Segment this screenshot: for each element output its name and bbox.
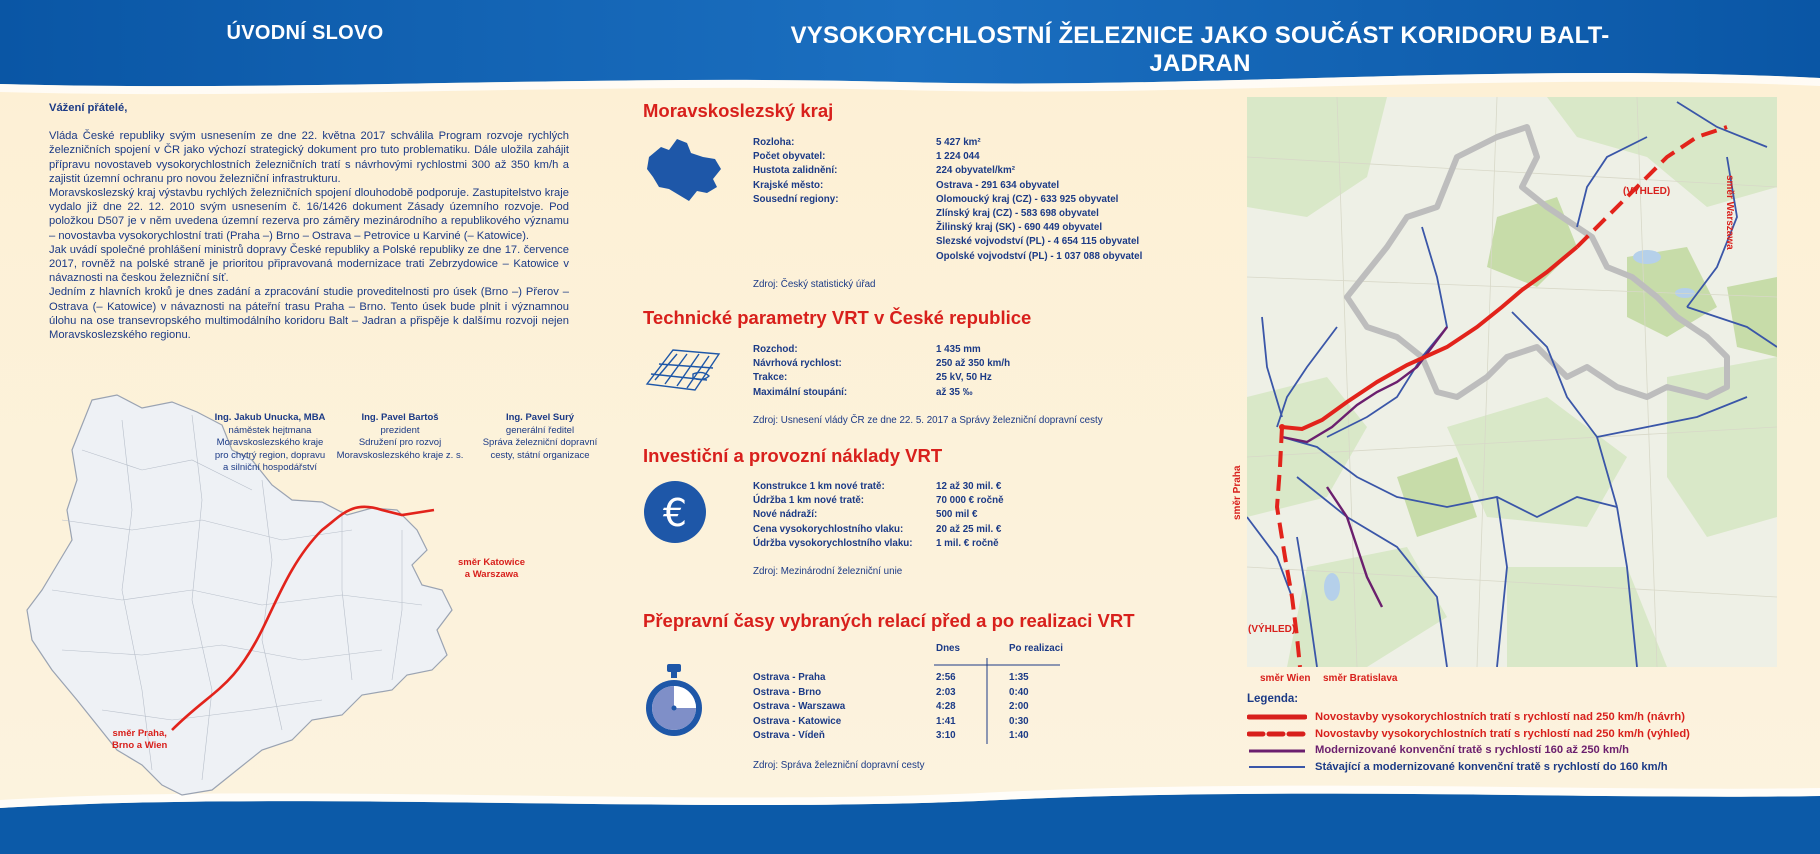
map-dir-bratislava: směr Bratislava bbox=[1323, 673, 1398, 684]
svg-text:€: € bbox=[662, 491, 688, 535]
rail-track-icon bbox=[643, 344, 723, 394]
times-table: Ostrava - Praha 2:56 1:35 Ostrava - Brno 2:03 0:40 Ostrava - Warszawa 4:28 2:00 Ostrava - Katowice 1:41 0:30 Ostrava - Vídeň 3:10 1:40 bbox=[753, 672, 1029, 742]
legend-swatch bbox=[1247, 743, 1307, 759]
times-col-now: Dnes bbox=[936, 643, 960, 654]
legend bbox=[1247, 709, 1690, 776]
intro-letter bbox=[49, 101, 569, 342]
costs-source: Zdroj: Mezinárodní železniční unie bbox=[753, 566, 903, 577]
region-source: Zdroj: Český statistický úřad bbox=[753, 279, 876, 290]
map-vyhled-bottom: (VÝHLED) bbox=[1248, 624, 1296, 635]
legend-title: Legenda: bbox=[1247, 693, 1299, 705]
legend-swatch bbox=[1247, 759, 1307, 775]
region-title: Moravskoslezský kraj bbox=[643, 100, 834, 121]
legend-item: Stávající a modernizované konvenční tratě s rychlostí do 160 km/h bbox=[1247, 759, 1690, 776]
legend-swatch bbox=[1247, 709, 1307, 725]
header-left-title: ÚVODNÍ SLOVO bbox=[226, 22, 384, 44]
legend-swatch bbox=[1247, 726, 1307, 742]
intro-paragraph: Jak uvádí společné prohlášení ministrů dopravy České republiky a Polské republiky ze dne 17. července 2017, rovněž na polské straně je prioritou připravovaná modernizace trati Zebrzydowice – Katowice v návaznosti na českou železniční síť. bbox=[49, 243, 569, 285]
stopwatch-icon bbox=[643, 662, 705, 740]
legend-item: Modernizované konvenční tratě s rychlostí 160 až 250 km/h bbox=[1247, 742, 1690, 759]
railway-map bbox=[1247, 97, 1777, 667]
times-col-after: Po realizaci bbox=[1009, 643, 1063, 654]
tech-title: Technické parametry VRT v České republice bbox=[643, 307, 1032, 328]
map-dir-wien: směr Wien bbox=[1260, 673, 1311, 684]
legend-item: Novostavby vysokorychlostních tratí s rychlostí nad 250 km/h (návrh) bbox=[1247, 709, 1690, 726]
greeting: Vážení přátelé, bbox=[49, 102, 128, 114]
map-label-katowice: směr Katowice a Warszawa bbox=[458, 557, 526, 580]
map-dir-warszawa: směr Warszawa bbox=[1724, 175, 1735, 250]
intro-paragraph: Jedním z hlavních kroků je dnes zadání a zpracování studie proveditelnosti pro úsek (Brno –) Přerov – Ostrava (– Katowice) v návaznosti na páteřní trasu Praha – Brno. Tento úsek bude plnit i významnou úlohu na ose transevropského multimodálního koridoru Balt – Jadran a přispěje k dalšímu rozvoji nejen Moravskoslezského regionu. bbox=[49, 286, 569, 342]
costs-table: Konstrukce 1 km nové tratě: 12 až 30 mil. € Údržba 1 km nové tratě: 70 000 € ročně Nové nádraží: 500 mil € Cena vysokorychlostního vlaku: 20 až 25 mil. € Údržba vysokorychlostního vlaku: 1 mil. € ročně bbox=[753, 481, 1004, 549]
legend-item: Novostavby vysokorychlostních tratí s rychlostí nad 250 km/h (výhled) bbox=[1247, 726, 1690, 743]
tech-table: Rozchod: 1 435 mm Návrhová rychlost: 250 až 350 km/h Trakce: 25 kV, 50 Hz Maximální stoupání: až 35 ‰ bbox=[753, 344, 1011, 398]
map-dir-praha: směr Praha bbox=[1232, 465, 1243, 520]
map-vyhled-top: (VÝHLED) bbox=[1623, 186, 1671, 197]
euro-icon bbox=[643, 480, 707, 544]
costs-title: Investiční a provozní náklady VRT bbox=[643, 445, 943, 466]
times-title: Přepravní časy vybraných relací před a po realizaci VRT bbox=[643, 610, 1135, 631]
signature-bartos: Ing. Pavel Bartoš prezident Sdružení pro rozvoj Moravskoslezského kraje z. s. bbox=[336, 412, 464, 461]
signature-unucka: Ing. Jakub Unucka, MBA náměstek hejtmana Moravskoslezského kraje pro chytrý region, dopravu a silniční hospodářství bbox=[214, 412, 326, 473]
map-label-praha: směr Praha, Brno a Wien bbox=[112, 728, 168, 751]
intro-paragraph: Moravskoslezský kraj výstavbu rychlých železničních spojení dlouhodobě podporuje. Zastupitelstvo kraje vydalo již dne 22. 12. 2010 svým usnesením č. 16/1426 dokument Zásady územního rozvoje. Pod položkou D507 je v něm uvedena územní rezerva pro záměry mezinárodního a republikového významu – novostavba vysokorychlostní trati (Praha –) Brno – Ostrava – Petrovice u Karviné (– Katowice). bbox=[49, 187, 569, 242]
intro-paragraph: Vláda České republiky svým usnesením ze dne 22. května 2017 schválila Program rozvoje rychlých železničních spojení v ČR jako výchozí strategický dokument pro tuto problematiku. Dále uložila zahájit přípravu novostaveb vysokorychlostních železničních tratí s návrhovými rychlostmi 300 až 350 km/h a zajistit územní ochranu pro novou železniční infrastrukturu. bbox=[49, 130, 569, 185]
region-shape-icon bbox=[643, 135, 723, 203]
region-table: Rozloha: 5 427 km² Počet obyvatel: 1 224 044 Hustota zalidnění: 224 obyvatel/km² Krajské město: Ostrava - 291 634 obyvatel Sousední regiony: Olomoucký kraj (CZ) - 633 925 obyvatel Zlínský kraj (CZ) - 583 698 obyvatel Žilinský kraj (SK) - 690 449 obyvatel Slezské vojvodství (PL) - 4 654 115 obyvatel Opolské vojvodství (PL) - 1 037 088 obyvatel bbox=[753, 137, 1143, 262]
header-right-title: VYSOKORYCHLOSTNÍ ŽELEZNICE JAKO SOUČÁST KORIDORU BALT-JADRAN bbox=[790, 22, 1610, 77]
times-source: Zdroj: Správa železniční dopravní cesty bbox=[753, 760, 925, 771]
signature-sury: Ing. Pavel Surý generální ředitel Správa železniční dopravní cesty, státní organizace bbox=[482, 412, 598, 461]
tech-source: Zdroj: Usnesení vlády ČR ze dne 22. 5. 2017 a Správy železniční dopravní cesty bbox=[753, 415, 1103, 426]
